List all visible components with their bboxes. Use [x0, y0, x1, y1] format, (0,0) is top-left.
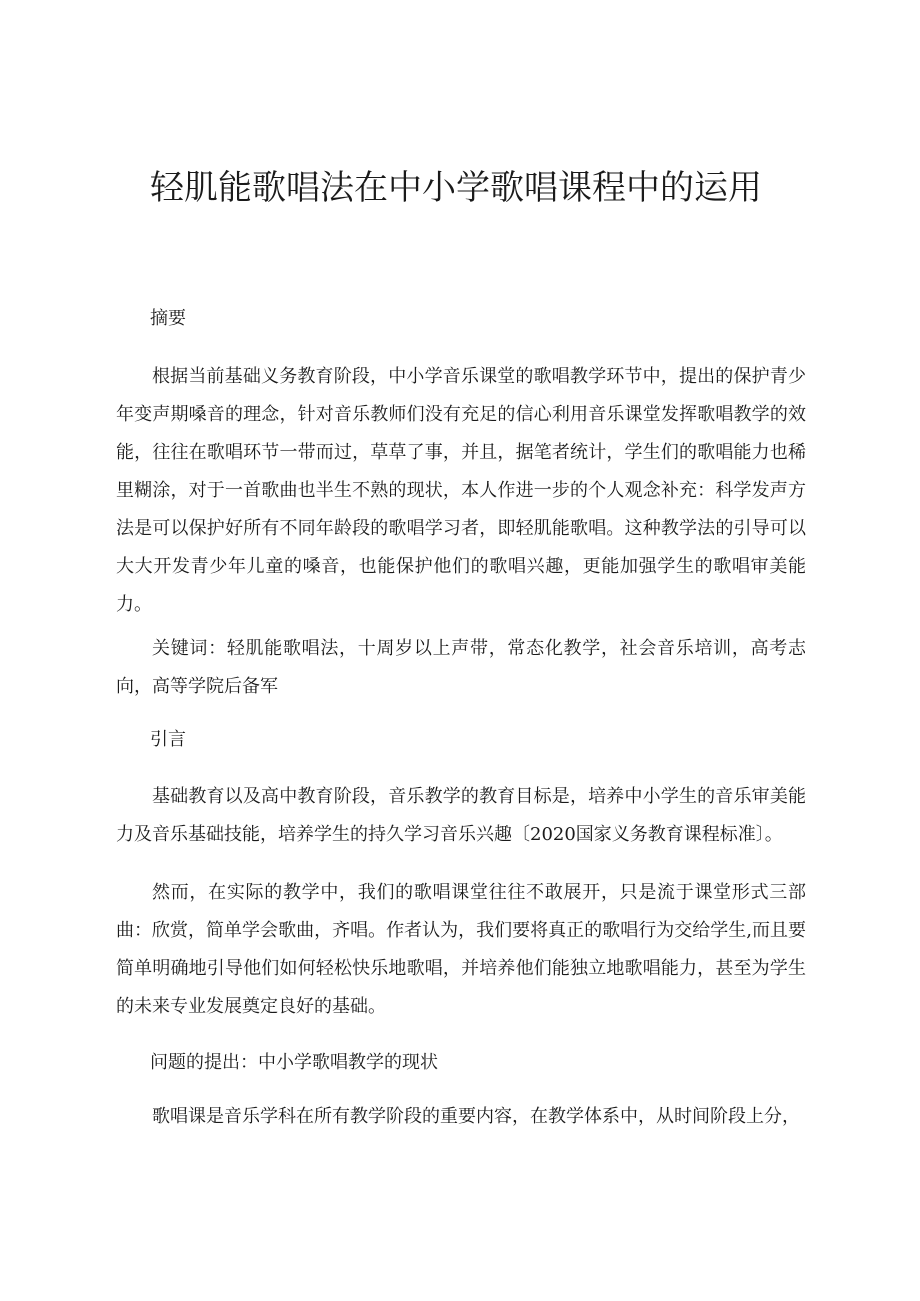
- intro-paragraph-2: 然而，在实际的教学中，我们的歌唱课堂往往不敢展开，只是流于课堂形式三部曲：欣赏，简单学会歌曲，齐唱。作者认为，我们要将真正的歌唱行为交给学生,而且要简单明确地引导他们如何轻松快乐地歌唱，并培养他们能独立地歌唱能力，甚至为学生的未来专业发展奠定良好的基础。: [116, 882, 806, 1017]
- abstract-heading: 摘要: [150, 308, 186, 329]
- problem-paragraph-1: 歌唱课是音乐学科在所有教学阶段的重要内容，在教学体系中，从时间阶段上分，: [152, 1106, 800, 1127]
- intro-paragraph-1: 基础教育以及高中教育阶段，音乐教学的教育目标是，培养中小学生的音乐审美能力及音乐基础技能，培养学生的持久学习音乐兴趣〔2020国家义务教育课程标准〕。: [116, 786, 806, 845]
- keywords-paragraph: 关键词：轻肌能歌唱法，十周岁以上声带，常态化教学，社会音乐培训，高考志向，高等学院后备军: [116, 638, 806, 697]
- abstract-paragraph: 根据当前基础义务教育阶段，中小学音乐课堂的歌唱教学环节中，提出的保护青少年变声期嗓音的理念，针对音乐教师们没有充足的信心利用音乐课堂发挥歌唱教学的效能，往往在歌唱环节一带而过，草草了事，并且，据笔者统计，学生们的歌唱能力也稀里糊涂，对于一首歌曲也半生不熟的现状，本人作进一步的个人观念补充：科学发声方法是可以保护好所有不同年龄段的歌唱学习者，即轻肌能歌唱。这种教学法的引导可以大大开发青少年儿童的嗓音，也能保护他们的歌唱兴趣，更能加强学生的歌唱审美能力。: [116, 366, 806, 615]
- intro-heading: 引言: [150, 729, 186, 750]
- document-title: 轻肌能歌唱法在中小学歌唱课程中的运用: [150, 168, 762, 208]
- problem-heading: 问题的提出：中小学歌唱教学的现状: [150, 1052, 438, 1073]
